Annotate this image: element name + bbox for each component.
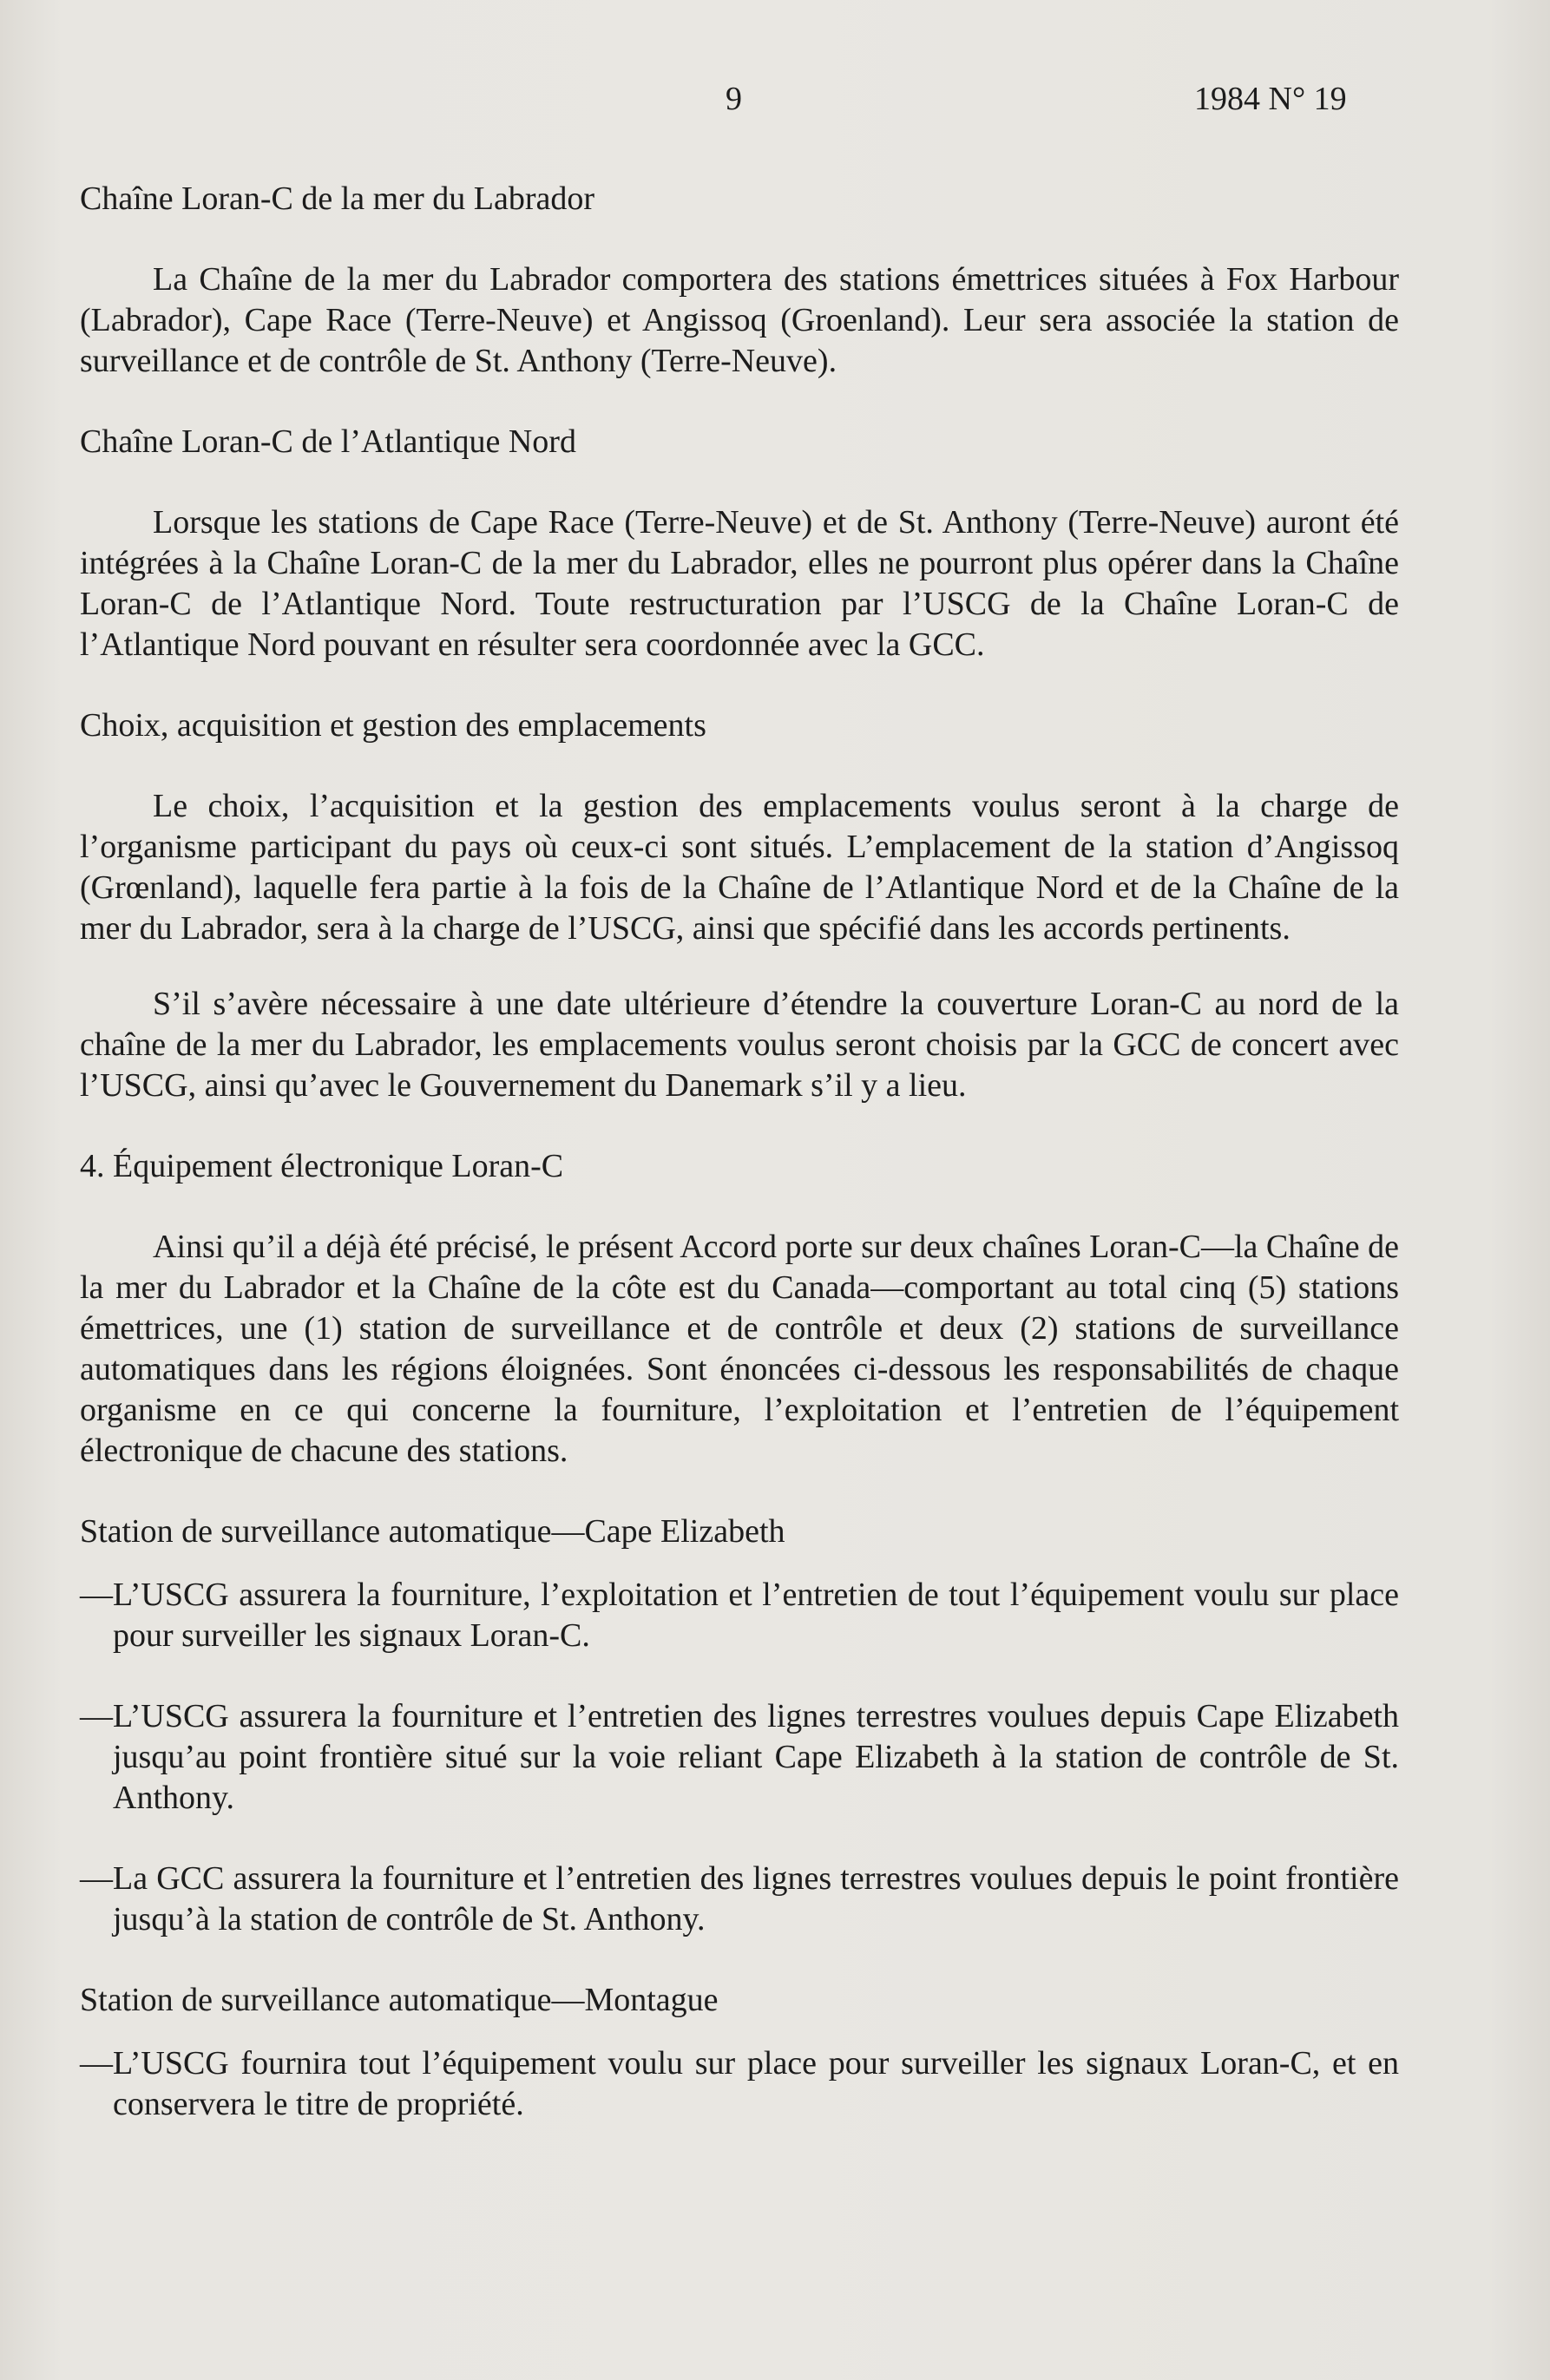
section-heading-electronic-equipment: 4. Équipement électronique Loran-C [80,1148,564,1184]
section-heading-labrador-chain: Chaîne Loran-C de la mer du Labrador [80,180,594,217]
list-item-cape-elizabeth-1: —L’USCG assurera la fourniture, l’exploitation et l’entretien de tout l’équipement voulu sur place pour surveiller les signaux Loran-C. [80,1577,1399,1654]
list-item-cape-elizabeth-3: —La GCC assurera la fourniture et l’entretien des lignes terrestres voulues depuis le point frontière jusqu’à la station de contrôle de St. Anthony. [80,1860,1399,1937]
section-heading-north-atlantic-chain: Chaîne Loran-C de l’Atlantique Nord [80,423,576,460]
paragraph-site-selection-1: Le choix, l’acquisition et la gestion des emplacements voulus seront à la charge de l’organisme participant du pays où ceux-ci sont situés. L’emplacement de la station d’Angissoq (Grœnland), laquelle fera partie à la fois de la Chaîne de l’Atlantique Nord et de la Chaîne de la mer du Labrador, sera à la charge de l’USCG, ainsi que spécifié dans les accords pertinents. [80,788,1399,947]
list-item-cape-elizabeth-2: —L’USCG assurera la fourniture et l’entretien des lignes terrestres voulues depuis Cape Elizabeth jusqu’au point frontière situé sur la voie reliant Cape Elizabeth à la station de contrôle de St. Anthony. [80,1698,1399,1816]
paragraph-labrador-chain: La Chaîne de la mer du Labrador comportera des stations émettrices situées à Fox Harbour (Labrador), Cape Race (Terre-Neuve) et Angissoq (Groenland). Leur sera associée la station de surveillance et de contrôle de St. Anthony (Terre-Neuve). [80,261,1399,379]
page-number: 9 [726,81,742,117]
paragraph-site-selection-2: S’il s’avère nécessaire à une date ultérieure d’étendre la couverture Loran-C au nord de la chaîne de la mer du Labrador, les emplacements voulus seront choisis par la GCC de concert avec l’USCG, ainsi qu’avec le Gouvernement du Danemark s’il y a lieu. [80,986,1399,1104]
list-item-montague-1: —L’USCG fournira tout l’équipement voulu sur place pour surveiller les signaux Loran-C, et en conservera le titre de propriété. [80,2045,1399,2122]
section-heading-site-selection: Choix, acquisition et gestion des emplacements [80,707,706,744]
paragraph-north-atlantic-chain: Lorsque les stations de Cape Race (Terre-Neuve) et de St. Anthony (Terre-Neuve) auront été intégrées à la Chaîne Loran-C de la mer du Labrador, elles ne pourront plus opérer dans la Chaîne Loran-C de l’Atlantique Nord. Toute restructuration par l’USCG de la Chaîne Loran-C de l’Atlantique Nord pouvant en résulter sera coordonnée avec la GCC. [80,504,1399,663]
section-heading-cape-elizabeth: Station de surveillance automatique—Cape Elizabeth [80,1513,785,1550]
section-heading-montague: Station de surveillance automatique—Montague [80,1982,719,2018]
paragraph-electronic-equipment: Ainsi qu’il a déjà été précisé, le présent Accord porte sur deux chaînes Loran-C—la Chaîne de la mer du Labrador et la Chaîne de la côte est du Canada—comportant au total cinq (5) stations émettrices, une (1) station de surveillance et de contrôle et deux (2) stations de surveillance automatiques dans les régions éloignées. Sont énoncées ci-dessous les responsabilités de chaque organisme en ce qui concerne la fourniture, l’exploitation et l’entretien de l’équipement électronique de chacune des stations. [80,1229,1399,1469]
page-header [0,80,1550,132]
publication-reference: 1984 N° 19 [1194,81,1347,117]
document-body [80,179,1399,2165]
